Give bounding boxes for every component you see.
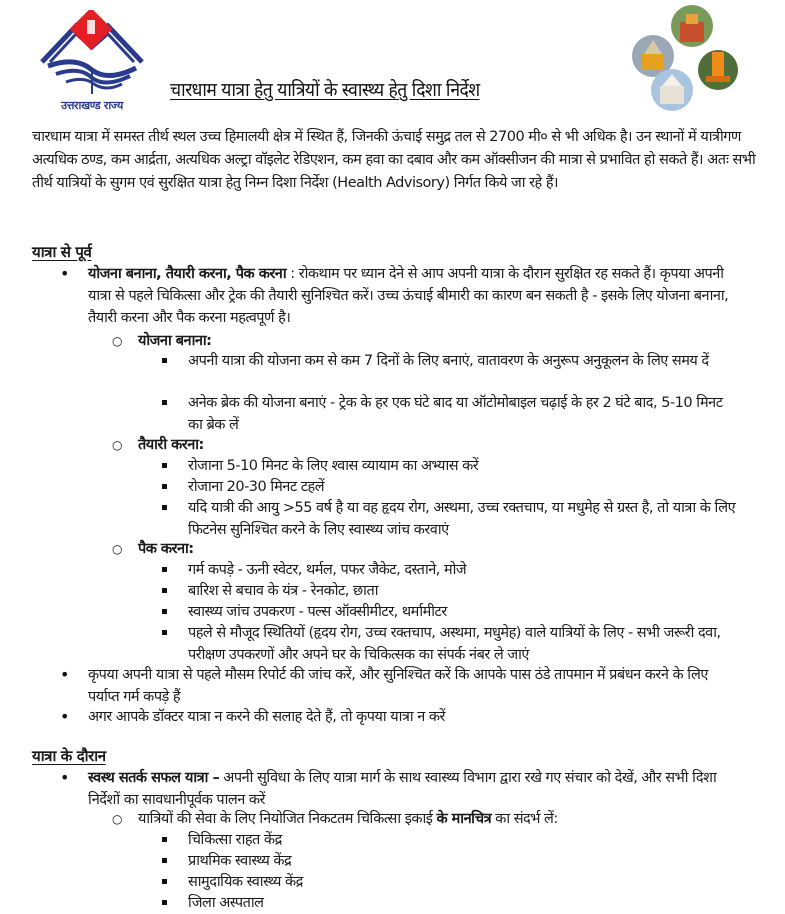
bullet-square-icon <box>162 829 167 851</box>
gangotri-temple-image <box>651 69 693 111</box>
subheading-packing: पैक करना: <box>138 541 194 557</box>
uttarakhand-logo <box>36 10 148 114</box>
list-item-planning-overview <box>88 263 738 329</box>
map-reference-bold: के मानचित्र <box>436 811 492 827</box>
bullet-disc-icon: • <box>60 665 70 684</box>
badrinath-temple-image <box>671 5 713 47</box>
list-item-weather: कृपया अपनी यात्रा से पहले मौसम रिपोर्ट की जांच करें, और सुनिश्चित करें कि आपके पास ठंडे तापमान में प्रबंधन करने के लिए पर्याप्त गर्म कपड़े हैं <box>88 667 708 705</box>
facility-item: जिला अस्पताल <box>188 895 264 911</box>
bullet-square-icon <box>162 497 167 519</box>
list-item-medical-map <box>138 808 738 830</box>
list-item-text: : रोकथाम पर ध्यान देने से आप अपनी यात्रा के दौरान सुरक्षित रह सकते हैं। कृपया अपनी यात्रा से पहले चिकित्सा और ट्रेक की तैयारी सुनिश्चित करें। उच्च ऊंचाई बीमारी का कारण बन सकती है - इसके लिए योजना बनाना, तैयारी करना और पैक करना महत्वपूर्ण है। <box>88 266 729 326</box>
list-item-bold-label: स्वस्थ सतर्क सफल यात्रा – <box>88 770 220 786</box>
subheading-preparing: तैयारी करना: <box>138 437 204 453</box>
bullet-square-icon <box>162 871 167 893</box>
list-item: स्वास्थ्य जांच उपकरण - पल्स ऑक्सीमीटर, थर्मामीटर <box>188 604 447 620</box>
uttarakhand-emblem-icon <box>36 10 148 100</box>
bullet-disc-icon: • <box>60 707 70 726</box>
list-item: रोजाना 5-10 मिनट के लिए श्वास व्यायाम का अभ्यास करें <box>188 458 479 474</box>
section-heading-before-travel: यात्रा से पूर्व <box>32 243 92 261</box>
page-title: चारधाम यात्रा हेतु यात्रियों के स्वास्थ्य हेतु दिशा निर्देश <box>170 79 480 101</box>
subheading-planning: योजना बनाना: <box>138 333 212 349</box>
bullet-square-icon <box>162 392 167 414</box>
bullet-square-icon <box>162 476 167 498</box>
list-item: अनेक ब्रेक की योजना बनाएं - ट्रेक के हर एक घंटे बाद या ऑटोमोबाइल चढ़ाई के हर 2 घंटे बाद, 5-10 मिनट का ब्रेक लें <box>188 395 723 433</box>
bullet-square-icon <box>162 559 167 581</box>
bullet-square-icon <box>162 350 167 372</box>
list-item: गर्म कपड़े - ऊनी स्वेटर, थर्मल, पफर जैकेट, दस्ताने, मोजे <box>188 562 467 578</box>
bullet-disc-icon: • <box>60 264 70 283</box>
list-item-text: का संदर्भ लें: <box>491 811 558 827</box>
logo-caption: उत्तराखण्ड राज्य <box>61 99 123 112</box>
bullet-square-icon <box>162 622 167 644</box>
yamunotri-temple-image <box>698 50 738 90</box>
bullet-circle-icon: ○ <box>112 438 123 452</box>
list-item: यदि यात्री की आयु >55 वर्ष है या वह हृदय रोग, अस्थमा, उच्च रक्तचाप, या मधुमेह से ग्रस्त है, तो यात्रा के लिए फिटनेस सुनिश्चित करने के लिए स्वास्थ्य जांच करवाएं <box>188 500 736 538</box>
bullet-square-icon <box>162 580 167 602</box>
intro-paragraph: चारधाम यात्रा में समस्त तीर्थ स्थल उच्च हिमालयी क्षेत्र में स्थित हैं, जिनकी ऊंचाई समुद्र तल से 2700 मी० से भी अधिक है। उन स्थानों में यात्रीगण अत्यधिक ठण्ड, कम आर्द्रता, अत्यधिक अल्ट्रा वॉइलेट रेडिएशन, कम हवा का दबाव और कम ऑक्सीजन की मात्रा से प्रभावित हो सकते हैं। अतः सभी तीर्थ यात्रियों के सुगम एवं सुरक्षित यात्रा हेतु निम्न दिशा निर्देश (Health Advisory) निर्गत किये जा रहे हैं। <box>32 129 756 191</box>
bullet-circle-icon: ○ <box>112 812 123 826</box>
list-item-text: अपनी सुविधा के लिए यात्रा मार्ग के साथ स्वास्थ्य विभाग द्वारा रखे गए संचार को देखें, और सभी दिशा निर्देशों का सावधानीपूर्वक पालन करें <box>88 770 717 808</box>
bullet-square-icon <box>162 892 167 914</box>
chardham-temples-collage <box>628 4 740 112</box>
list-item-text: यात्रियों की सेवा के लिए नियोजित निकटतम चिकित्सा इकाई <box>138 811 437 827</box>
list-item: अपनी यात्रा की योजना कम से कम 7 दिनों के लिए बनाएं, वातावरण के अनुरूप अनुकूलन के लिए समय दें <box>188 353 709 369</box>
list-item-doctor-advice: अगर आपके डॉक्टर यात्रा न करने की सलाह देते हैं, तो कृपया यात्रा न करें <box>88 709 445 725</box>
bullet-disc-icon: • <box>60 768 70 787</box>
section-heading-during-travel: यात्रा के दौरान <box>32 747 106 765</box>
facility-item: सामुदायिक स्वास्थ्य केंद्र <box>188 874 303 890</box>
list-item: पहले से मौजूद स्थितियों (हृदय रोग, उच्च रक्तचाप, अस्थमा, मधुमेह) वाले यात्रियों के लिए - सभी जरूरी दवा, परीक्षण उपकरणों और अपने घर के चिकित्सक का संपर्क नंबर ले जाएं <box>188 625 721 663</box>
bullet-square-icon <box>162 601 167 623</box>
bullet-circle-icon: ○ <box>112 542 123 556</box>
bullet-square-icon <box>162 455 167 477</box>
list-item: बारिश से बचाव के यंत्र - रेनकोट, छाता <box>188 583 378 599</box>
list-item-bold-label: योजना बनाना, तैयारी करना, पैक करना <box>88 266 287 282</box>
bullet-square-icon <box>162 850 167 872</box>
facility-item: चिकित्सा राहत केंद्र <box>188 832 282 848</box>
facility-item: प्राथमिक स्वास्थ्य केंद्र <box>188 853 292 869</box>
list-item: रोजाना 20-30 मिनट टहलें <box>188 479 325 495</box>
list-item-healthy-travel <box>88 767 738 811</box>
bullet-circle-icon: ○ <box>112 334 123 348</box>
